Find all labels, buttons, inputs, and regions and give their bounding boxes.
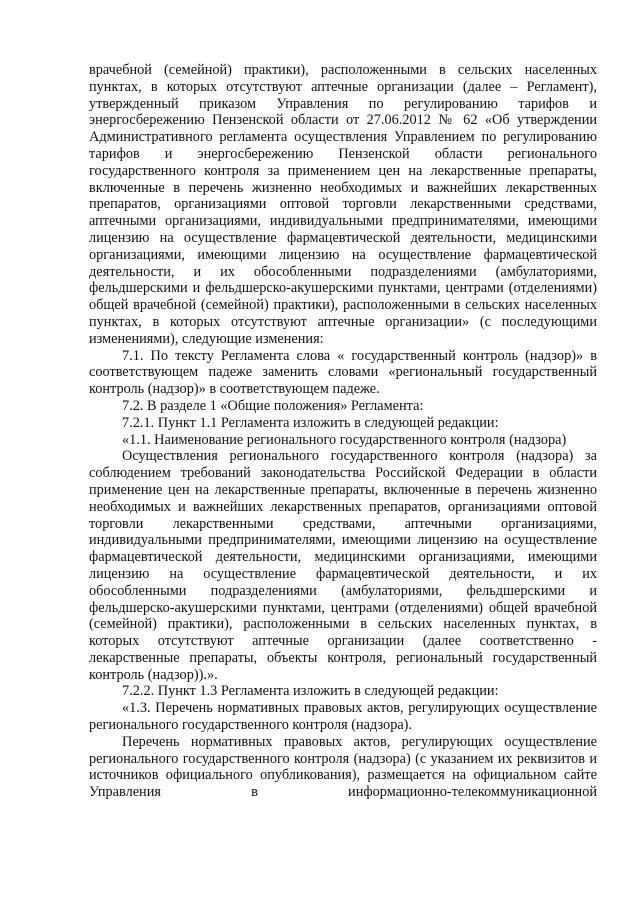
paragraph-7-1: 7.1. По тексту Регламента слова « государственный контроль (надзор)» в соответствующем падеже заменить словами «региональный государственный контроль (надзор)» в соответствующем падеже. (89, 347, 597, 398)
paragraph-1-3-heading: «1.3. Перечень нормативных правовых актов, регулирующих осуществление регионального государственного контроля (надзора). (89, 700, 597, 734)
paragraph-1-3-body: Перечень нормативных правовых актов, регулирующих осуществление регионального государственного контроля (надзора) (с указанием их реквизитов и источников официального опубликования), размещается на официальном сайте Управления в информационно-телекоммуникационной (89, 733, 597, 801)
paragraph-1-1-body: Осуществления регионального государственного контроля (надзора) за соблюдением требований законодательства Российской Федерации в области применение цен на лекарственные препараты, включенные в перечень жизненно необходимых и важнейших лекарственных препаратов, организациями оптовой торговли лекарственными средствами, аптечными организациями, индивидуальными предпринимателями, имеющими лицензию на осуществление фармацевтической деятельности, медицинскими организациями, имеющими лицензию на осуществление фармацевтической деятельности, и их обособленными подразделениями (амбулаториями, фельдшерскими и фельдшерско-акушерскими пунктами, центрами (отделениями) общей врачебной (семейной) практики), расположенными в сельских населенных пунктах, в которых отсутствуют аптечные организации (далее соответственно - лекарственные препараты, объекты контроля, региональный государственный контроль (надзор)).». (89, 448, 597, 683)
document-page (89, 62, 597, 801)
paragraph-regulation-title: врачебной (семейной) практики), расположенными в сельских населенных пунктах, в которых отсутствуют аптечные организации (далее – Регламент), утвержденный приказом Управления по регулированию тарифов и энергосбережению Пензенской области от 27.06.2012 № 62 «Об утверждении Административного регламента осуществления Управлением по регулированию тарифов и энергосбережению Пензенской области регионального государственного контроля за применением цен на лекарственные препараты, включенные в перечень жизненно необходимых и важнейших лекарственных препаратов, организациями оптовой торговли лекарственными средствами, аптечными организациями, индивидуальными предпринимателями, имеющими лицензию на осуществление фармацевтической деятельности, медицинскими организациями, имеющими лицензию на осуществление фармацевтической деятельности, и их обособленными подразделениями (амбулаториями, фельдшерскими и фельдшерско-акушерскими пунктами, центрами (отделениями) общей врачебной (семейной) практики), расположенными в сельских населенных пунктах, в которых отсутствуют аптечные организации» (с последующими изменениями), следующие изменения: (89, 62, 597, 347)
paragraph-7-2: 7.2. В разделе 1 «Общие положения» Регламента: (122, 397, 424, 414)
paragraph-7-2-2: 7.2.2. Пункт 1.3 Регламента изложить в следующей редакции: (122, 683, 499, 700)
paragraph-1-1-heading: «1.1. Наименование регионального государственного контроля (надзора) (122, 431, 567, 448)
paragraph-7-2-1: 7.2.1. Пункт 1.1 Регламента изложить в следующей редакции: (122, 414, 499, 431)
